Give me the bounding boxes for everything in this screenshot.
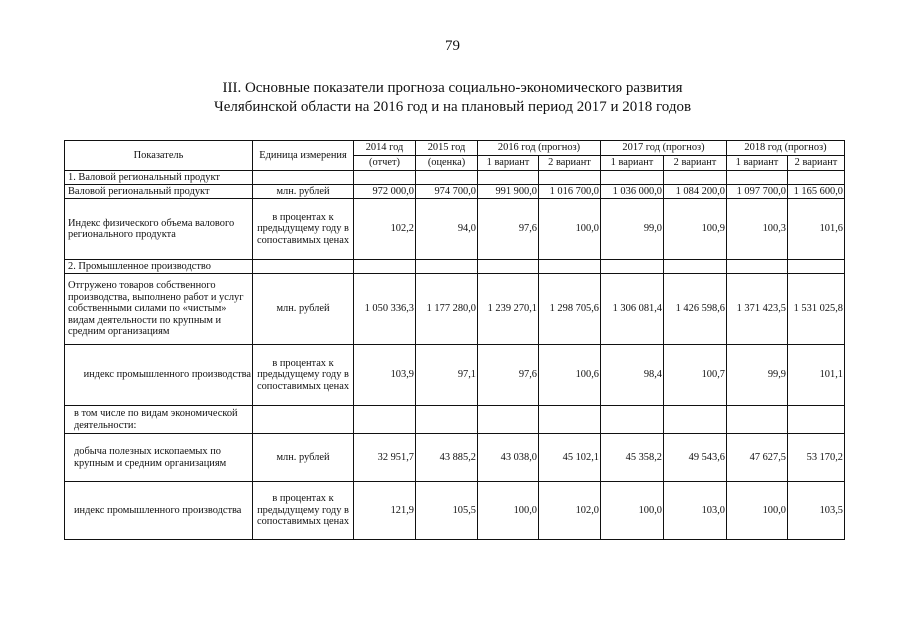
header-2016: 2016 год (прогноз)	[478, 141, 601, 156]
cell-value: 1 239 270,1	[478, 274, 539, 345]
document-title	[0, 79, 905, 117]
cell-value: 972 000,0	[354, 185, 416, 199]
cell-value: 101,1	[788, 345, 845, 406]
cell-value: 1 165 600,0	[788, 185, 845, 199]
cell-value: 1 371 423,5	[727, 274, 788, 345]
table-row	[65, 199, 845, 260]
row-label: Индекс физического объема валового регионального продукта	[65, 199, 253, 260]
row-unit: млн. рублей	[253, 274, 354, 345]
table-row	[65, 345, 845, 406]
header-2015: 2015 год	[416, 141, 478, 156]
cell-value: 102,2	[354, 199, 416, 260]
cell-value: 1 298 705,6	[539, 274, 601, 345]
cell-value: 121,9	[354, 482, 416, 540]
header-2017-v1: 1 вариант	[601, 156, 664, 171]
cell-value: 105,5	[416, 482, 478, 540]
cell-value: 102,0	[539, 482, 601, 540]
table-row	[65, 185, 845, 199]
cell-value: 43 038,0	[478, 434, 539, 482]
row-unit: в процентах к предыдущему году в сопоставимых ценах	[253, 482, 354, 540]
cell-value: 49 543,6	[664, 434, 727, 482]
header-2016-v1: 1 вариант	[478, 156, 539, 171]
row-unit: млн. рублей	[253, 434, 354, 482]
cell-value: 97,1	[416, 345, 478, 406]
cell-value: 100,7	[664, 345, 727, 406]
cell-value: 1 531 025,8	[788, 274, 845, 345]
header-2017: 2017 год (прогноз)	[601, 141, 727, 156]
cell-value: 1 036 000,0	[601, 185, 664, 199]
cell-value: 45 358,2	[601, 434, 664, 482]
header-2017-v2: 2 вариант	[664, 156, 727, 171]
cell-value: 97,6	[478, 345, 539, 406]
cell-value: 1 426 598,6	[664, 274, 727, 345]
table-row	[65, 482, 845, 540]
cell-value: 103,5	[788, 482, 845, 540]
header-2018: 2018 год (прогноз)	[727, 141, 845, 156]
title-line-1: III. Основные показатели прогноза социально-экономического развития	[222, 80, 683, 96]
header-2018-v1: 1 вариант	[727, 156, 788, 171]
cell-value: 100,0	[539, 199, 601, 260]
cell-value: 100,6	[539, 345, 601, 406]
cell-value: 47 627,5	[727, 434, 788, 482]
cell-value: 991 900,0	[478, 185, 539, 199]
section-title: 2. Промышленное производство	[65, 260, 253, 274]
cell-value: 103,9	[354, 345, 416, 406]
header-2014: 2014 год	[354, 141, 416, 156]
subsection-row	[65, 406, 845, 434]
cell-value: 1 177 280,0	[416, 274, 478, 345]
cell-value: 100,0	[601, 482, 664, 540]
cell-value: 45 102,1	[539, 434, 601, 482]
cell-value: 100,9	[664, 199, 727, 260]
cell-value: 99,0	[601, 199, 664, 260]
title-line-2: Челябинской области на 2016 год и на плановый период 2017 и 2018 годов	[213, 99, 692, 115]
row-label: Валовой региональный продукт	[65, 185, 253, 199]
table-row	[65, 274, 845, 345]
row-unit: в процентах к предыдущему году в сопоставимых ценах	[253, 345, 354, 406]
row-label: добыча полезных ископаемых по крупным и средним организациям	[65, 434, 253, 482]
cell-value: 53 170,2	[788, 434, 845, 482]
header-2014-sub: (отчет)	[354, 156, 416, 171]
row-label: в том числе по видам экономической деятельности:	[65, 406, 253, 434]
forecast-table	[64, 140, 845, 540]
cell-value: 1 050 336,3	[354, 274, 416, 345]
header-2016-v2: 2 вариант	[539, 156, 601, 171]
cell-value: 1 306 081,4	[601, 274, 664, 345]
cell-value: 100,0	[478, 482, 539, 540]
header-2015-sub: (оценка)	[416, 156, 478, 171]
table-row	[65, 434, 845, 482]
cell-value: 32 951,7	[354, 434, 416, 482]
section-row	[65, 171, 845, 185]
cell-value: 43 885,2	[416, 434, 478, 482]
section-title: 1. Валовой региональный продукт	[65, 171, 253, 185]
cell-value: 99,9	[727, 345, 788, 406]
cell-value: 98,4	[601, 345, 664, 406]
cell-value: 97,6	[478, 199, 539, 260]
cell-value: 103,0	[664, 482, 727, 540]
cell-value: 1 084 200,0	[664, 185, 727, 199]
header-row-1	[65, 141, 845, 156]
row-unit: в процентах к предыдущему году в сопоставимых ценах	[253, 199, 354, 260]
cell-value: 974 700,0	[416, 185, 478, 199]
header-unit: Единица измерения	[253, 141, 354, 171]
row-unit: млн. рублей	[253, 185, 354, 199]
cell-value: 94,0	[416, 199, 478, 260]
section-row	[65, 260, 845, 274]
cell-value: 1 016 700,0	[539, 185, 601, 199]
row-label: индекс промышленного производства	[65, 345, 253, 406]
row-label: Отгружено товаров собственного производства, выполнено работ и услуг собственными силами по «чистым» видам деятельности по крупным и средним организациям	[65, 274, 253, 345]
row-label: индекс промышленного производства	[65, 482, 253, 540]
cell-value: 100,0	[727, 482, 788, 540]
cell-value: 101,6	[788, 199, 845, 260]
cell-value: 100,3	[727, 199, 788, 260]
page-number: 79	[445, 38, 460, 54]
cell-value: 1 097 700,0	[727, 185, 788, 199]
header-indicator: Показатель	[65, 141, 253, 171]
header-2018-v2: 2 вариант	[788, 156, 845, 171]
